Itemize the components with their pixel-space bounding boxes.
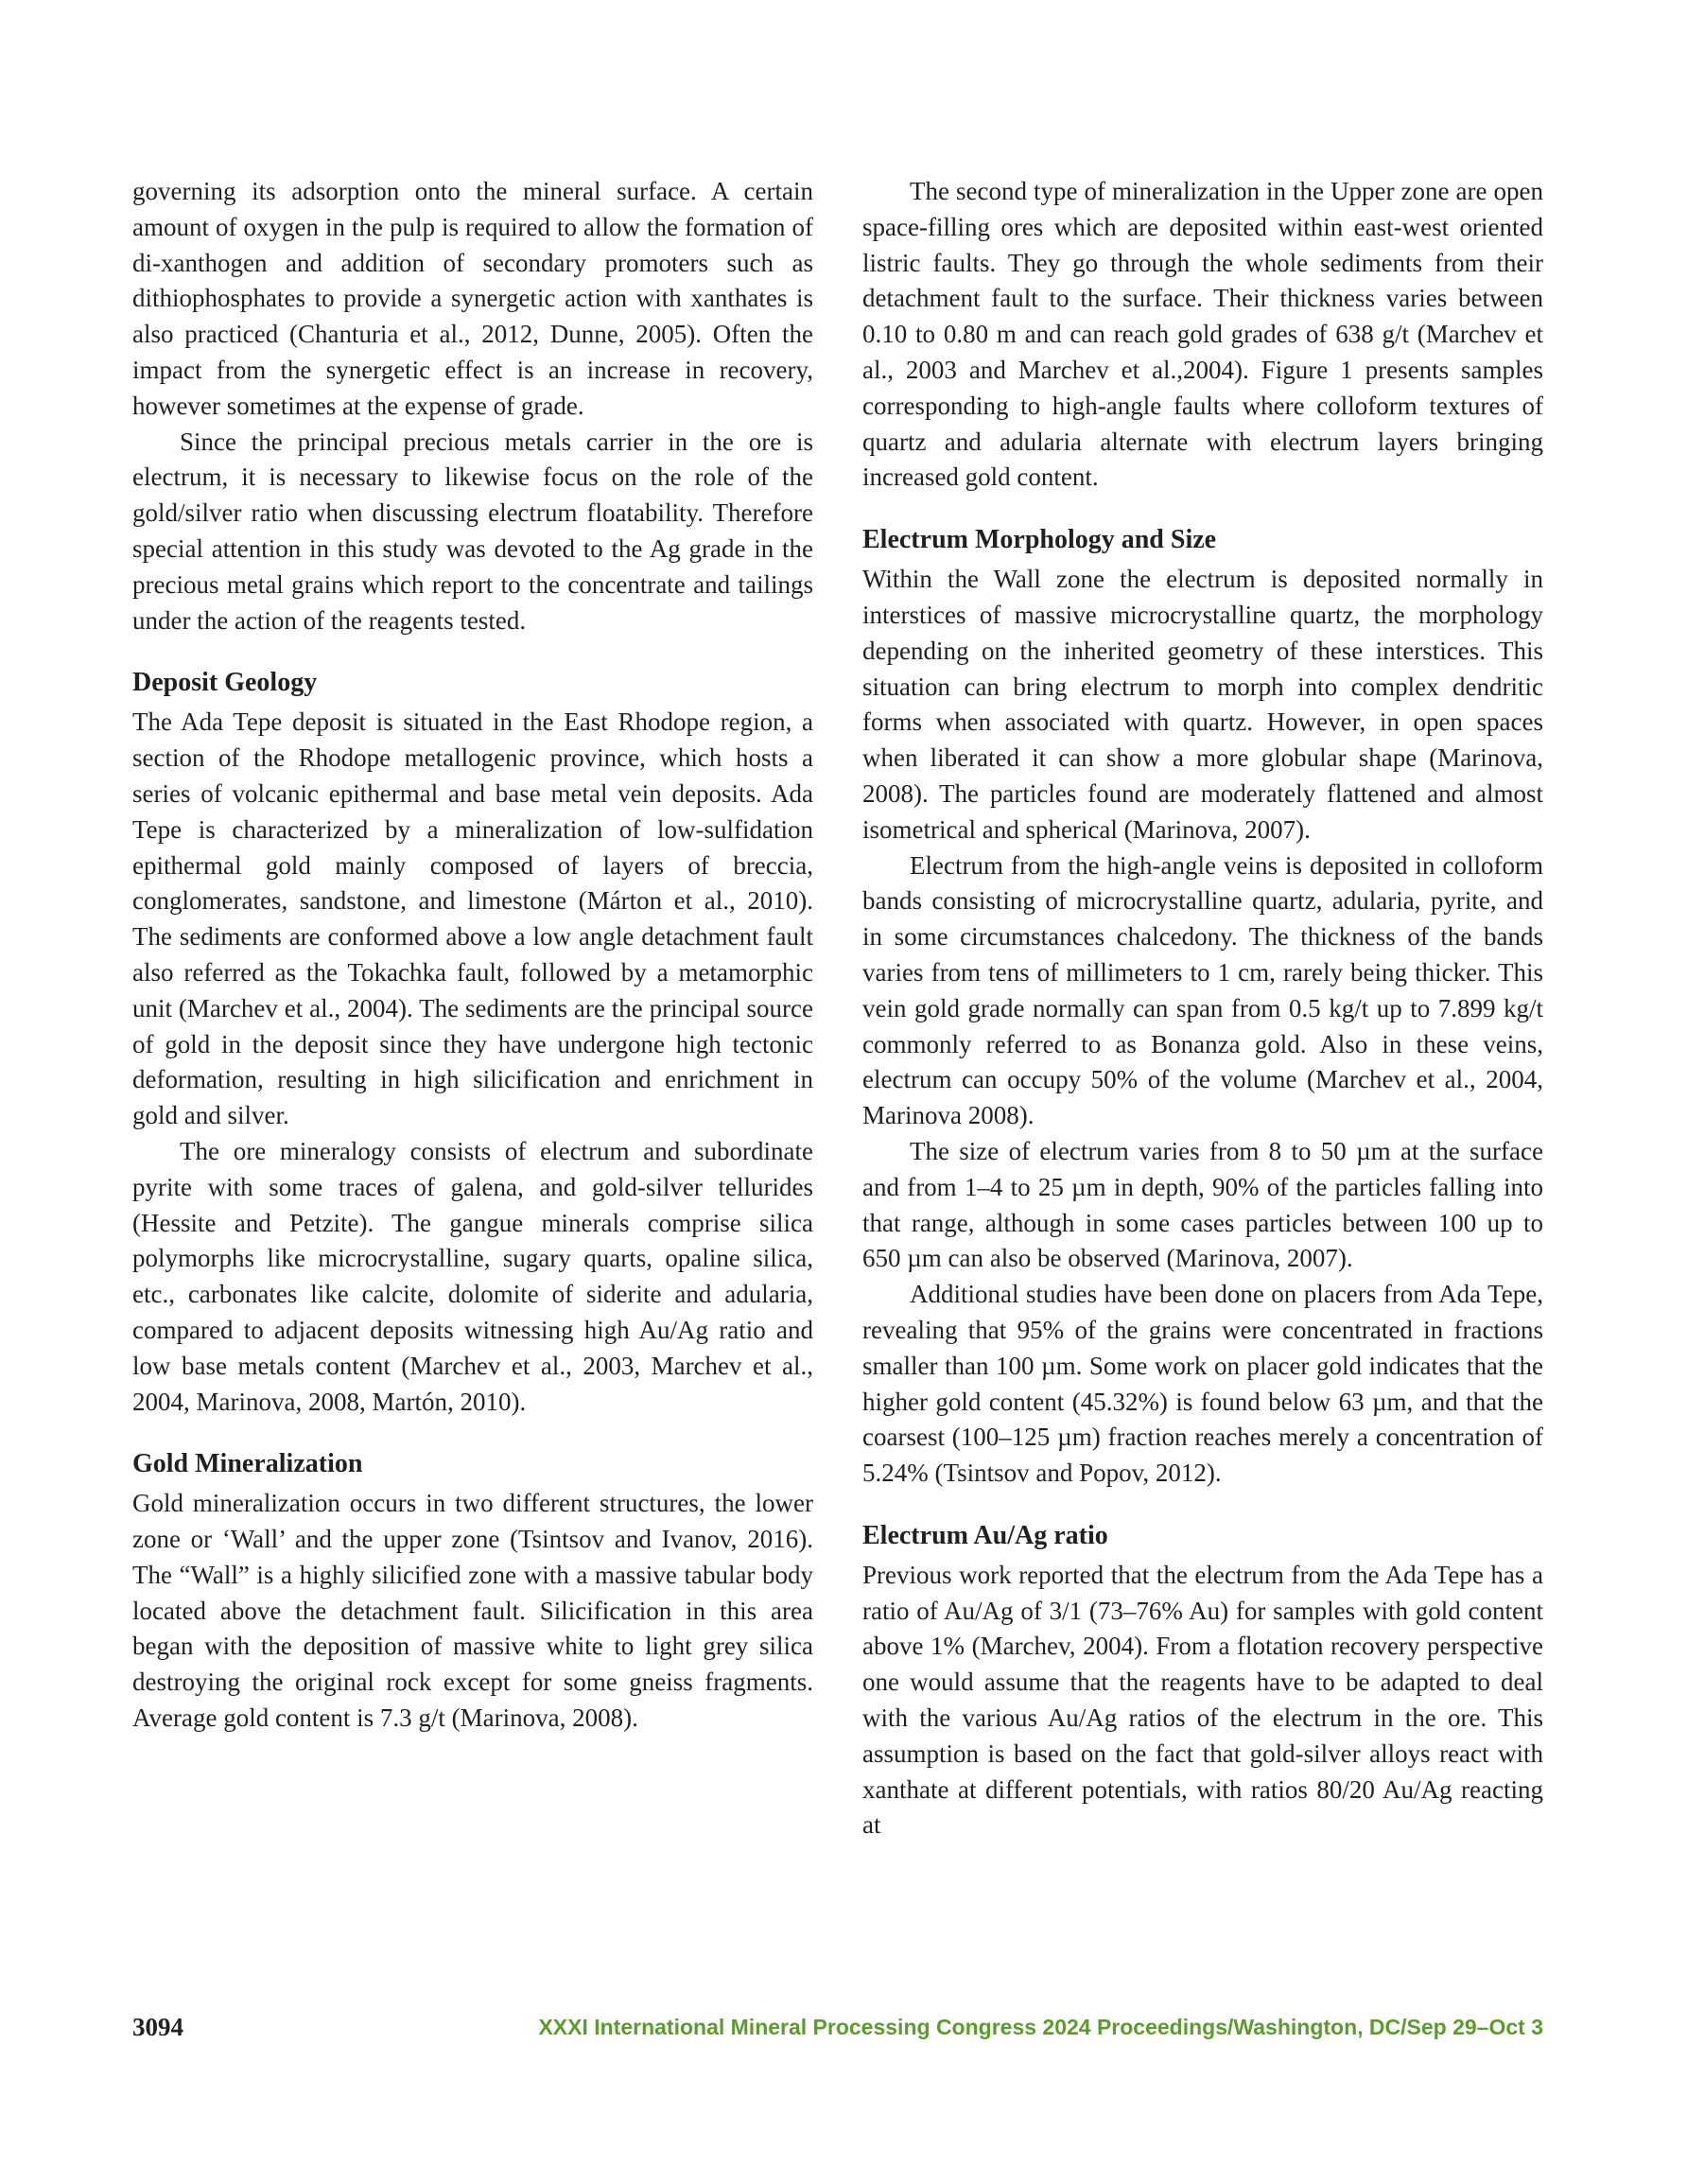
heading-deposit-geology: Deposit Geology (132, 668, 318, 698)
paragraph-electrum-carrier: Since the principal precious metals carrier in the ore is electrum, it is necessary to likewise focus on the role of the gold/silver ratio when discussing electrum floatability. Therefore special attention in this study was devoted to the Ag grade in the precious metal grains which report to the concentrate and tailings under the action of the reagents tested. (132, 427, 813, 635)
heading-gold-mineralization: Gold Mineralization (132, 1449, 363, 1479)
running-footer-title: XXXI International Mineral Processing Congress 2024 Proceedings/Washington, DC/Sep 29–Oct 3 (538, 2015, 1543, 2039)
paragraph-electrum-size: The size of electrum varies from 8 to 50 µm at the surface and from 1–4 to 25 µm in depth, 90% of the particles falling into that range, although in some cases particles between 100 up to 650 µm can also be observed (Marinova, 2007). (862, 1136, 1543, 1273)
right-column (862, 174, 1543, 1843)
paragraph-wall-zone-electrum: Within the Wall zone the electrum is deposited normally in interstices of massive microcrystalline quartz, the morphology depending on the inherited geometry of these interstices. This situation can bring electrum to morph into complex dendritic forms when associated with quartz. However, in open spaces when liberated it can show a more globular shape (Marinova, 2008). The particles found are moderately flattened and almost isometrical and spherical (Marinova, 2007). (862, 565, 1543, 844)
paragraph-upper-zone: The second type of mineralization in the Upper zone are open space-filling ores which are deposited within east-west oriented listric faults. They go through the whole sediments from their detachment fault to the surface. Their thickness varies between 0.10 to 0.80 m and can reach gold grades of 638 g/t (Marchev et al., 2003 and Marchev et al.,2004). Figure 1 presents samples corresponding to high-angle faults where colloform textures of quartz and adularia alternate with electrum layers bringing increased gold content. (862, 177, 1543, 492)
heading-au-ag-ratio: Electrum Au/Ag ratio (862, 1520, 1108, 1550)
paragraph-ore-mineralogy: The ore mineralogy consists of electrum and subordinate pyrite with some traces of galena, and gold-silver tellurides (Hessite and Petzite). The gangue minerals comprise silica polymorphs like microcrystalline, sugary quarts, opaline silica, etc., carbonates like calcite, dolomite of siderite and adularia, compared to adjacent deposits witnessing high Au/Ag ratio and low base metals content (Marchev et al., 2003, Marchev et al., 2004, Marinova, 2008, Martón, 2010). (132, 1136, 813, 1416)
paragraph-gold-structures: Gold mineralization occurs in two different structures, the lower zone or ‘Wall’ and the upper zone (Tsintsov and Ivanov, 2016). The “Wall” is a highly silicified zone with a massive tabular body located above the detachment fault. Silicification in this area began with the deposition of massive white to light grey silica destroying the original rock except for some gneiss fragments. Average gold content is 7.3 g/t (Marinova, 2008). (132, 1489, 813, 1733)
paragraph-deposit-location: The Ada Tepe deposit is situated in the East Rhodope region, a section of the Rhodope metallogenic province, which hosts a series of volcanic epithermal and base metal vein deposits. Ada Tepe is characterized by a mineralization of low-sulfidation epithermal gold mainly composed of layers of breccia, conglomerates, sandstone, and limestone (Márton et al., 2010). The sediments are conformed above a low angle detachment fault also referred as the Tokachka fault, followed by a metamorphic unit (Marchev et al., 2004). The sediments are the principal source of gold in the deposit since they have undergone high tectonic deformation, resulting in high silicification and enrichment in gold and silver. (132, 708, 813, 1130)
paragraph-synergetic-action: governing its adsorption onto the mineral surface. A certain amount of oxygen in the pulp is required to allow the formation of di-xanthogen and addition of secondary promoters such as dithiophosphates to provide a synergetic action with xanthates is also practiced (Chanturia et al., 2012, Dunne, 2005). Often the impact from the synergetic effect is an increase in recovery, however sometimes at the expense of grade. (132, 177, 813, 420)
paragraph-high-angle-veins: Electrum from the high-angle veins is deposited in colloform bands consisting of microcrystalline quartz, adularia, pyrite, and in some circumstances chalcedony. The thickness of the bands varies from tens of millimeters to 1 cm, rarely being thicker. This vein gold grade normally can span from 0.5 kg/t up to 7.899 kg/t commonly referred to as Bonanza gold. Also in these veins, electrum can occupy 50% of the volume (Marchev et al., 2004, Marinova 2008). (862, 850, 1543, 1130)
left-column (132, 174, 813, 1737)
paragraph-au-ag-ratio: Previous work reported that the electrum from the Ada Tepe has a ratio of Au/Ag of 3/1 (73–76% Au) for samples with gold content above 1% (Marchev, 2004). From a flotation recovery perspective one would assume that the reagents have to be adapted to deal with the various Au/Ag ratios of the electrum in the ore. This assumption is based on the fact that gold-silver alloys react with xanthate at different potentials, with ratios 80/20 Au/Ag reacting at (862, 1560, 1543, 1840)
paragraph-placers: Additional studies have been done on placers from Ada Tepe, revealing that 95% of the grains were concentrated in fractions smaller than 100 µm. Some work on placer gold indicates that the higher gold content (45.32%) is found below 63 µm, and that the coarsest (100–125 µm) fraction reaches merely a concentration of 5.24% (Tsintsov and Popov, 2012). (862, 1280, 1543, 1488)
page-number: 3094 (132, 2013, 183, 2041)
page-footer (132, 2013, 1543, 2051)
heading-electrum-morphology: Electrum Morphology and Size (862, 525, 1217, 555)
